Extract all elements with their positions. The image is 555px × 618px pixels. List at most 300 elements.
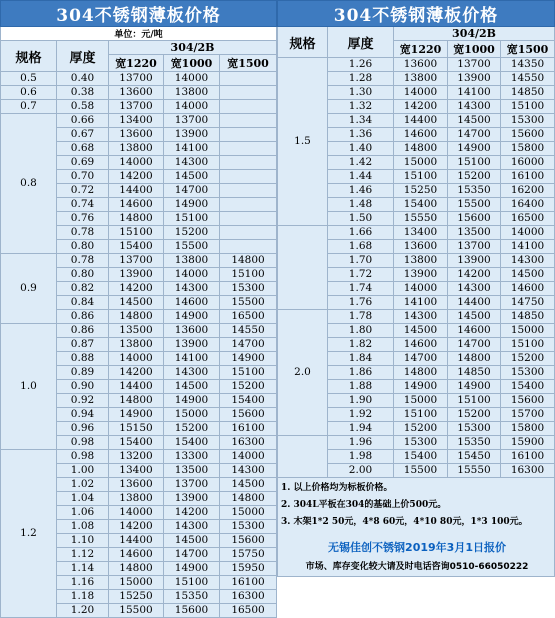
table-row bbox=[1, 450, 277, 464]
price-1500-cell: 14600 bbox=[501, 282, 555, 296]
price-1000-cell: 15400 bbox=[164, 436, 220, 450]
price-1220-cell: 13600 bbox=[109, 128, 164, 142]
price-1000-cell: 15200 bbox=[164, 422, 220, 436]
price-1220-cell: 13900 bbox=[109, 268, 164, 282]
price-1000-cell: 14850 bbox=[448, 366, 501, 380]
price-1220-cell: 14600 bbox=[109, 198, 164, 212]
price-1000-cell: 15550 bbox=[448, 464, 501, 478]
thickness-cell: 1.28 bbox=[328, 72, 394, 86]
price-1220-cell: 14200 bbox=[109, 520, 164, 534]
price-1500-cell bbox=[220, 170, 277, 184]
thickness-header: 厚度 bbox=[328, 27, 394, 58]
thickness-cell: 1.00 bbox=[57, 464, 109, 478]
price-1220-cell: 13700 bbox=[109, 72, 164, 86]
thickness-cell: 1.10 bbox=[57, 534, 109, 548]
price-1220-cell: 14700 bbox=[394, 352, 448, 366]
price-1500-cell: 16300 bbox=[501, 464, 555, 478]
price-1220-cell: 15500 bbox=[394, 464, 448, 478]
price-1000-cell: 14600 bbox=[164, 296, 220, 310]
thickness-cell: 1.42 bbox=[328, 156, 394, 170]
price-1000-cell: 14900 bbox=[164, 394, 220, 408]
thickness-cell: 1.14 bbox=[57, 562, 109, 576]
thickness-cell: 1.76 bbox=[328, 296, 394, 310]
price-1220-cell: 14000 bbox=[109, 506, 164, 520]
price-1500-cell bbox=[220, 86, 277, 100]
price-1220-cell: 15000 bbox=[394, 394, 448, 408]
price-1500-cell: 16500 bbox=[220, 604, 277, 618]
price-1000-cell: 13700 bbox=[164, 114, 220, 128]
price-1000-cell: 14000 bbox=[164, 268, 220, 282]
thickness-cell: 1.32 bbox=[328, 100, 394, 114]
price-1500-cell bbox=[220, 128, 277, 142]
thickness-cell: 0.86 bbox=[57, 324, 109, 338]
price-1220-cell: 15550 bbox=[394, 212, 448, 226]
price-1220-cell: 14800 bbox=[109, 394, 164, 408]
price-1500-cell bbox=[220, 212, 277, 226]
price-1500-cell: 16100 bbox=[501, 450, 555, 464]
price-1500-cell: 14100 bbox=[501, 240, 555, 254]
price-1220-cell: 13600 bbox=[394, 58, 448, 72]
price-1500-cell: 14850 bbox=[501, 86, 555, 100]
price-1000-cell: 15200 bbox=[448, 170, 501, 184]
price-1500-cell: 15000 bbox=[501, 324, 555, 338]
price-1500-cell: 14350 bbox=[501, 58, 555, 72]
price-1220-cell: 13800 bbox=[109, 338, 164, 352]
thickness-cell: 0.89 bbox=[57, 366, 109, 380]
price-1220-cell: 14800 bbox=[394, 142, 448, 156]
thickness-cell: 1.34 bbox=[328, 114, 394, 128]
price-1500-cell: 15300 bbox=[501, 114, 555, 128]
thickness-cell: 0.98 bbox=[57, 450, 109, 464]
price-1220-cell: 15400 bbox=[109, 436, 164, 450]
price-1220-cell: 14000 bbox=[394, 282, 448, 296]
thickness-cell: 1.26 bbox=[328, 58, 394, 72]
price-1000-cell: 15200 bbox=[448, 408, 501, 422]
thickness-cell: 1.20 bbox=[57, 604, 109, 618]
price-1000-cell: 14300 bbox=[164, 282, 220, 296]
price-1220-cell: 14400 bbox=[109, 184, 164, 198]
price-1000-cell: 14100 bbox=[448, 86, 501, 100]
table-row bbox=[278, 436, 555, 450]
spec-cell bbox=[278, 226, 328, 310]
price-1220-cell: 14800 bbox=[394, 366, 448, 380]
price-1000-cell: 13900 bbox=[448, 72, 501, 86]
price-1220-cell: 15250 bbox=[394, 184, 448, 198]
price-1500-cell bbox=[220, 100, 277, 114]
price-1220-cell: 15400 bbox=[394, 198, 448, 212]
thickness-cell: 0.98 bbox=[57, 436, 109, 450]
width-1220-header: 宽1220 bbox=[394, 41, 448, 58]
note-line: 1. 以上价格均为标板价格。 bbox=[281, 483, 393, 493]
price-1000-cell: 13500 bbox=[448, 226, 501, 240]
price-1220-cell: 15100 bbox=[394, 408, 448, 422]
price-1220-cell: 14400 bbox=[394, 114, 448, 128]
price-1500-cell bbox=[220, 240, 277, 254]
thickness-cell: 0.80 bbox=[57, 268, 109, 282]
price-1220-cell: 13800 bbox=[394, 254, 448, 268]
spec-cell bbox=[278, 436, 328, 478]
price-1220-cell: 14600 bbox=[109, 548, 164, 562]
thickness-cell: 1.86 bbox=[328, 366, 394, 380]
thickness-cell: 1.90 bbox=[328, 394, 394, 408]
thickness-cell: 0.96 bbox=[57, 422, 109, 436]
table-title: 304不锈钢薄板价格 bbox=[278, 1, 555, 27]
thickness-cell: 1.16 bbox=[57, 576, 109, 590]
price-1000-cell: 13700 bbox=[164, 478, 220, 492]
price-1500-cell: 15800 bbox=[501, 142, 555, 156]
price-1500-cell: 15400 bbox=[501, 380, 555, 394]
price-1220-cell: 13200 bbox=[109, 450, 164, 464]
thickness-cell: 1.40 bbox=[328, 142, 394, 156]
width-1000-header: 宽1000 bbox=[448, 41, 501, 58]
price-1000-cell: 15350 bbox=[164, 590, 220, 604]
price-1500-cell: 15600 bbox=[501, 128, 555, 142]
price-1000-cell: 15100 bbox=[448, 394, 501, 408]
price-1500-cell: 14900 bbox=[220, 352, 277, 366]
price-1220-cell: 14800 bbox=[109, 212, 164, 226]
price-1220-cell: 13500 bbox=[109, 324, 164, 338]
thickness-cell: 1.06 bbox=[57, 506, 109, 520]
price-1220-cell: 15400 bbox=[109, 240, 164, 254]
price-1000-cell: 14900 bbox=[164, 198, 220, 212]
price-1220-cell: 14600 bbox=[394, 338, 448, 352]
thickness-cell: 0.58 bbox=[57, 100, 109, 114]
price-1220-cell: 14200 bbox=[394, 100, 448, 114]
price-1220-cell: 14400 bbox=[109, 380, 164, 394]
thickness-cell: 1.04 bbox=[57, 492, 109, 506]
spec-header: 规格 bbox=[1, 41, 57, 72]
price-1220-cell: 14900 bbox=[109, 408, 164, 422]
thickness-cell: 1.66 bbox=[328, 226, 394, 240]
price-1220-cell: 13800 bbox=[109, 492, 164, 506]
price-1220-cell: 15500 bbox=[109, 604, 164, 618]
width-1220-header: 宽1220 bbox=[109, 55, 164, 72]
price-1500-cell: 14850 bbox=[501, 310, 555, 324]
thickness-cell: 0.78 bbox=[57, 226, 109, 240]
price-1220-cell: 13800 bbox=[109, 142, 164, 156]
price-1000-cell: 15600 bbox=[448, 212, 501, 226]
thickness-cell: 1.98 bbox=[328, 450, 394, 464]
left-table-body bbox=[1, 1, 277, 618]
table-row bbox=[278, 58, 555, 72]
note-line: 3. 木架1*2 50元，4*8 60元，4*10 80元，1*3 100元。 bbox=[281, 517, 528, 527]
price-1000-cell: 15500 bbox=[448, 198, 501, 212]
thickness-cell: 0.86 bbox=[57, 310, 109, 324]
price-1500-cell bbox=[220, 142, 277, 156]
price-1220-cell: 15100 bbox=[394, 170, 448, 184]
price-1500-cell bbox=[220, 198, 277, 212]
price-1500-cell: 15950 bbox=[220, 562, 277, 576]
thickness-cell: 1.30 bbox=[328, 86, 394, 100]
price-1500-cell: 16100 bbox=[220, 422, 277, 436]
thickness-header: 厚度 bbox=[57, 41, 109, 72]
price-1000-cell: 14200 bbox=[164, 506, 220, 520]
price-1000-cell: 15450 bbox=[448, 450, 501, 464]
price-1500-cell: 15100 bbox=[220, 366, 277, 380]
price-1500-cell: 15600 bbox=[220, 408, 277, 422]
table-row bbox=[278, 226, 555, 240]
thickness-cell: 1.08 bbox=[57, 520, 109, 534]
thickness-cell: 1.80 bbox=[328, 324, 394, 338]
price-1220-cell: 14800 bbox=[109, 562, 164, 576]
table-row bbox=[1, 324, 277, 338]
price-1220-cell: 14000 bbox=[109, 352, 164, 366]
spec-cell: 0.9 bbox=[1, 254, 57, 324]
thickness-cell: 1.84 bbox=[328, 352, 394, 366]
price-1000-cell: 15100 bbox=[448, 156, 501, 170]
price-1000-cell: 14300 bbox=[448, 282, 501, 296]
price-1220-cell: 15100 bbox=[109, 226, 164, 240]
price-1000-cell: 14900 bbox=[448, 142, 501, 156]
price-1500-cell: 16500 bbox=[501, 212, 555, 226]
price-1000-cell: 14700 bbox=[448, 338, 501, 352]
price-1000-cell: 14700 bbox=[164, 184, 220, 198]
table-row bbox=[278, 310, 555, 324]
thickness-cell: 1.48 bbox=[328, 198, 394, 212]
table-row bbox=[1, 86, 277, 100]
price-1220-cell: 13900 bbox=[394, 268, 448, 282]
thickness-cell: 1.94 bbox=[328, 422, 394, 436]
price-1220-cell: 13600 bbox=[394, 240, 448, 254]
price-1500-cell: 16500 bbox=[220, 310, 277, 324]
thickness-cell: 0.38 bbox=[57, 86, 109, 100]
thickness-cell: 1.36 bbox=[328, 128, 394, 142]
price-1500-cell: 14750 bbox=[501, 296, 555, 310]
price-1500-cell: 14700 bbox=[220, 338, 277, 352]
price-1500-cell: 16300 bbox=[220, 436, 277, 450]
thickness-cell: 0.88 bbox=[57, 352, 109, 366]
thickness-cell: 0.87 bbox=[57, 338, 109, 352]
price-1500-cell: 15100 bbox=[501, 100, 555, 114]
price-1000-cell: 14900 bbox=[164, 562, 220, 576]
price-1000-cell: 14500 bbox=[164, 380, 220, 394]
price-1220-cell: 15400 bbox=[394, 450, 448, 464]
price-1500-cell: 15200 bbox=[501, 352, 555, 366]
price-1000-cell: 14700 bbox=[448, 128, 501, 142]
price-1220-cell: 14000 bbox=[394, 86, 448, 100]
price-1000-cell: 14500 bbox=[164, 170, 220, 184]
thickness-cell: 0.69 bbox=[57, 156, 109, 170]
thickness-cell: 1.78 bbox=[328, 310, 394, 324]
price-1500-cell bbox=[220, 114, 277, 128]
price-1000-cell: 13800 bbox=[164, 254, 220, 268]
price-1220-cell: 13800 bbox=[394, 72, 448, 86]
price-1500-cell bbox=[220, 226, 277, 240]
price-1500-cell: 16100 bbox=[220, 576, 277, 590]
price-1220-cell: 13400 bbox=[394, 226, 448, 240]
unit-note: 单位：元/吨 bbox=[1, 27, 277, 41]
price-1220-cell: 14200 bbox=[109, 282, 164, 296]
thickness-cell: 1.70 bbox=[328, 254, 394, 268]
thickness-cell: 0.82 bbox=[57, 282, 109, 296]
table-row bbox=[1, 72, 277, 86]
price-1500-cell: 16000 bbox=[501, 156, 555, 170]
price-1000-cell: 14500 bbox=[448, 310, 501, 324]
table-row bbox=[1, 254, 277, 268]
price-1500-cell: 14300 bbox=[220, 464, 277, 478]
price-1220-cell: 14400 bbox=[109, 534, 164, 548]
thickness-cell: 0.80 bbox=[57, 240, 109, 254]
price-1220-cell: 13600 bbox=[109, 86, 164, 100]
price-1000-cell: 14000 bbox=[164, 72, 220, 86]
thickness-cell: 1.96 bbox=[328, 436, 394, 450]
price-1500-cell: 15100 bbox=[220, 268, 277, 282]
price-1000-cell: 13900 bbox=[164, 128, 220, 142]
price-1000-cell: 13900 bbox=[164, 492, 220, 506]
price-1500-cell: 15500 bbox=[220, 296, 277, 310]
price-1500-cell: 15900 bbox=[501, 436, 555, 450]
right-table-body bbox=[278, 1, 555, 577]
table-row bbox=[1, 114, 277, 128]
price-1220-cell: 14500 bbox=[394, 324, 448, 338]
thickness-cell: 1.68 bbox=[328, 240, 394, 254]
thickness-cell: 1.92 bbox=[328, 408, 394, 422]
notes-panel bbox=[278, 478, 555, 577]
price-1220-cell: 14500 bbox=[109, 296, 164, 310]
price-1000-cell: 14100 bbox=[164, 352, 220, 366]
price-1000-cell: 14300 bbox=[164, 156, 220, 170]
spec-cell: 1.2 bbox=[1, 450, 57, 618]
spec-cell: 0.5 bbox=[1, 72, 57, 86]
width-1500-header: 宽1500 bbox=[220, 55, 277, 72]
thickness-cell: 0.67 bbox=[57, 128, 109, 142]
price-1000-cell: 13600 bbox=[164, 324, 220, 338]
thickness-cell: 0.66 bbox=[57, 114, 109, 128]
price-1220-cell: 14100 bbox=[394, 296, 448, 310]
spec-cell: 2.0 bbox=[278, 310, 328, 436]
price-1000-cell: 14300 bbox=[164, 520, 220, 534]
price-1500-cell: 16400 bbox=[501, 198, 555, 212]
price-1500-cell bbox=[220, 72, 277, 86]
quote-date-banner: 无锡佳创不锈钢2019年3月1日报价 bbox=[328, 541, 506, 554]
price-1220-cell: 15150 bbox=[109, 422, 164, 436]
price-1000-cell: 15500 bbox=[164, 240, 220, 254]
price-1000-cell: 13700 bbox=[448, 58, 501, 72]
price-1500-cell: 14800 bbox=[220, 492, 277, 506]
price-1000-cell: 14800 bbox=[448, 352, 501, 366]
price-1000-cell: 13800 bbox=[164, 86, 220, 100]
price-1000-cell: 15100 bbox=[164, 212, 220, 226]
price-1220-cell: 14900 bbox=[394, 380, 448, 394]
price-1000-cell: 13300 bbox=[164, 450, 220, 464]
price-1500-cell: 15800 bbox=[501, 422, 555, 436]
price-1000-cell: 14500 bbox=[448, 114, 501, 128]
price-1000-cell: 14900 bbox=[164, 310, 220, 324]
price-1000-cell: 14900 bbox=[448, 380, 501, 394]
thickness-cell: 1.82 bbox=[328, 338, 394, 352]
spec-cell: 1.5 bbox=[278, 58, 328, 226]
price-1220-cell: 14000 bbox=[109, 156, 164, 170]
left-price-table bbox=[0, 0, 276, 618]
price-1220-cell: 13600 bbox=[109, 478, 164, 492]
price-1500-cell: 14300 bbox=[501, 254, 555, 268]
thickness-cell: 1.88 bbox=[328, 380, 394, 394]
thickness-cell: 0.72 bbox=[57, 184, 109, 198]
price-1220-cell: 14200 bbox=[109, 170, 164, 184]
price-1500-cell: 15400 bbox=[220, 394, 277, 408]
price-1000-cell: 14600 bbox=[448, 324, 501, 338]
contact-phone: 市场、库存变化较大请及时电话咨询0510-66050222 bbox=[305, 562, 529, 572]
price-1500-cell: 15300 bbox=[501, 366, 555, 380]
spec-cell: 1.0 bbox=[1, 324, 57, 450]
price-1500-cell: 14000 bbox=[220, 450, 277, 464]
price-1500-cell: 15200 bbox=[220, 380, 277, 394]
grade-header: 304/2B bbox=[109, 41, 277, 55]
thickness-cell: 1.46 bbox=[328, 184, 394, 198]
thickness-cell: 1.44 bbox=[328, 170, 394, 184]
price-1000-cell: 15200 bbox=[164, 226, 220, 240]
price-1500-cell: 14800 bbox=[220, 254, 277, 268]
price-1500-cell: 15100 bbox=[501, 338, 555, 352]
price-1000-cell: 13900 bbox=[448, 254, 501, 268]
thickness-cell: 1.74 bbox=[328, 282, 394, 296]
spec-cell: 0.7 bbox=[1, 100, 57, 114]
price-1500-cell: 14500 bbox=[220, 478, 277, 492]
price-1220-cell: 15300 bbox=[394, 436, 448, 450]
price-1220-cell: 13700 bbox=[109, 100, 164, 114]
note-line: 2. 304L平板在304的基础上价500元。 bbox=[281, 500, 447, 510]
thickness-cell: 0.74 bbox=[57, 198, 109, 212]
price-1000-cell: 14300 bbox=[448, 100, 501, 114]
grade-header: 304/2B bbox=[394, 27, 555, 41]
thickness-cell: 2.00 bbox=[328, 464, 394, 478]
thickness-cell: 0.68 bbox=[57, 142, 109, 156]
thickness-cell: 1.02 bbox=[57, 478, 109, 492]
notes-row bbox=[278, 478, 555, 577]
price-1000-cell: 15300 bbox=[448, 422, 501, 436]
table-title: 304不锈钢薄板价格 bbox=[1, 1, 277, 27]
thickness-cell: 0.94 bbox=[57, 408, 109, 422]
thickness-cell: 0.90 bbox=[57, 380, 109, 394]
thickness-cell: 0.84 bbox=[57, 296, 109, 310]
price-1000-cell: 14300 bbox=[164, 366, 220, 380]
price-1220-cell: 14600 bbox=[394, 128, 448, 142]
right-price-table bbox=[277, 0, 554, 577]
price-1500-cell: 16200 bbox=[501, 184, 555, 198]
price-1500-cell: 15000 bbox=[220, 506, 277, 520]
price-1000-cell: 14200 bbox=[448, 268, 501, 282]
price-1500-cell: 15600 bbox=[501, 394, 555, 408]
spec-cell: 0.6 bbox=[1, 86, 57, 100]
price-1500-cell: 16100 bbox=[501, 170, 555, 184]
thickness-cell: 1.18 bbox=[57, 590, 109, 604]
thickness-cell: 0.76 bbox=[57, 212, 109, 226]
price-1500-cell: 14000 bbox=[501, 226, 555, 240]
price-1000-cell: 15350 bbox=[448, 184, 501, 198]
thickness-cell: 1.72 bbox=[328, 268, 394, 282]
thickness-cell: 0.78 bbox=[57, 254, 109, 268]
price-1220-cell: 14300 bbox=[394, 310, 448, 324]
price-1000-cell: 15600 bbox=[164, 604, 220, 618]
spec-header: 规格 bbox=[278, 27, 328, 58]
price-1500-cell: 14550 bbox=[501, 72, 555, 86]
spec-cell: 0.8 bbox=[1, 114, 57, 254]
price-1500-cell: 16300 bbox=[220, 590, 277, 604]
price-1500-cell: 15700 bbox=[501, 408, 555, 422]
thickness-cell: 1.12 bbox=[57, 548, 109, 562]
price-1000-cell: 14700 bbox=[164, 548, 220, 562]
price-1220-cell: 15000 bbox=[109, 576, 164, 590]
price-1500-cell bbox=[220, 184, 277, 198]
width-1500-header: 宽1500 bbox=[501, 41, 555, 58]
thickness-cell: 0.70 bbox=[57, 170, 109, 184]
price-1000-cell: 14500 bbox=[164, 534, 220, 548]
thickness-cell: 0.40 bbox=[57, 72, 109, 86]
price-1220-cell: 15200 bbox=[394, 422, 448, 436]
price-1500-cell: 15750 bbox=[220, 548, 277, 562]
price-1220-cell: 14200 bbox=[109, 366, 164, 380]
price-1000-cell: 15000 bbox=[164, 408, 220, 422]
